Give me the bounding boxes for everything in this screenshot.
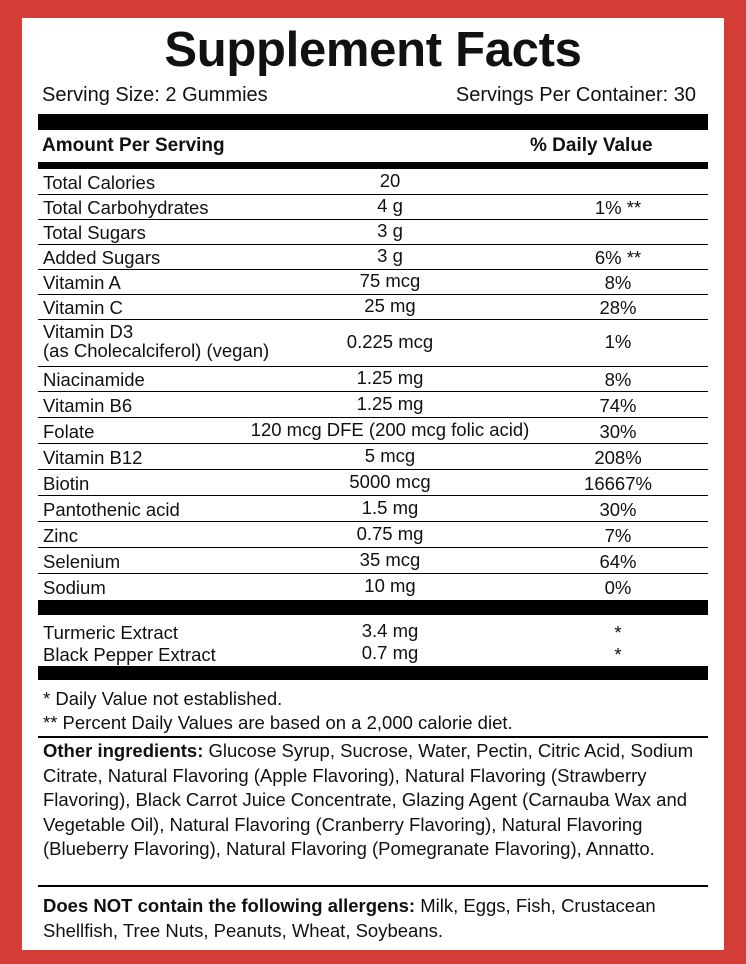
nutrient-name: Total Sugars (43, 222, 146, 243)
nutrient-amount: 5000 mcg (349, 471, 431, 492)
nutrient-name: Total Carbohydrates (43, 197, 209, 218)
serving-info (42, 84, 696, 107)
servings-per-container: Servings Per Container: 30 (455, 84, 696, 106)
nutrient-amount: 1.25 mg (356, 367, 424, 388)
nutrient-name: Sodium (43, 577, 106, 598)
label-title: Supplement Facts (164, 23, 582, 77)
nutrient-amount: 10 mg (364, 575, 416, 596)
nutrient-amount: 0.75 mg (356, 523, 424, 544)
thick-divider-bottom (38, 666, 708, 680)
supplement-facts-panel (22, 18, 724, 950)
nutrient-row (38, 219, 708, 244)
nutrient-row (38, 547, 708, 573)
nutrient-row (38, 443, 708, 469)
nutrient-name: Zinc (43, 525, 78, 546)
nutrient-daily-value: 0% (604, 577, 632, 598)
nutrient-daily-value: 1% (604, 331, 632, 352)
nutrient-row (38, 521, 708, 547)
nutrient-amount: 3 g (377, 220, 403, 241)
nutrient-row (38, 495, 708, 521)
footnote-dv-not-established: * Daily Value not established. (43, 688, 283, 709)
daily-value-header: % Daily Value (530, 135, 653, 156)
extract-row (38, 622, 708, 644)
nutrient-row (38, 573, 708, 599)
thick-divider-top (38, 114, 708, 130)
nutrient-daily-value: 74% (599, 395, 637, 416)
extract-name: Black Pepper Extract (43, 644, 216, 665)
nutrient-daily-value: 8% (604, 369, 632, 390)
nutrient-name: Folate (43, 421, 95, 442)
nutrient-row (38, 269, 708, 294)
nutrient-amount: 25 mg (364, 295, 416, 316)
footnote-divider (38, 736, 708, 738)
allergen-text: Milk, Eggs, Fish, Crustacean Shellfish, Tree Nuts, Peanuts, Wheat, Soybeans. (43, 895, 656, 941)
other-ingredients-label: Other ingredients: (43, 740, 204, 761)
nutrient-daily-value: 6% ** (594, 247, 642, 268)
nutrient-name: Vitamin A (43, 272, 121, 293)
nutrient-daily-value: 64% (599, 551, 637, 572)
nutrient-amount: 20 (379, 170, 401, 191)
extract-amount: 3.4 mg (361, 620, 419, 641)
nutrient-name-line1: Vitamin D3 (43, 321, 134, 342)
nutrient-row (38, 244, 708, 269)
thick-divider-middle (38, 600, 708, 615)
other-ingredients-text: Glucose Syrup, Sucrose, Water, Pectin, Citric Acid, Sodium Citrate, Natural Flavoring (Apple Flavoring), Natural Flavoring (Strawberry Flavoring), Black Carrot Juice Concentrate, Glazing Agent (Carnauba Wax and Vegetable Oil), Natural Flavoring (Cranberry Flavoring), Natural Flavoring (Blueberry Flavoring), Natural Flavoring (Pomegranate Flavoring), Annatto. (43, 740, 694, 859)
extract-name: Turmeric Extract (43, 622, 178, 643)
nutrient-amount: 1.25 mg (356, 393, 424, 414)
nutrient-row (38, 169, 708, 194)
extract-daily-value: * (614, 644, 622, 665)
nutrient-daily-value: 7% (604, 525, 632, 546)
nutrient-amount: 1.5 mg (361, 497, 419, 518)
nutrient-daily-value: 8% (604, 272, 632, 293)
nutrient-name-line2: (as Cholecalciferol) (vegan) (43, 340, 270, 361)
allergen-divider (38, 885, 708, 887)
other-ingredients (43, 739, 715, 862)
nutrient-amount: 75 mcg (359, 270, 421, 291)
nutrient-amount: 5 mcg (364, 445, 416, 466)
nutrient-name: Niacinamide (43, 369, 145, 390)
nutrient-name: Vitamin B6 (43, 395, 133, 416)
nutrient-row (38, 366, 708, 391)
allergen-statement (43, 894, 715, 943)
nutrient-row (38, 417, 708, 443)
nutrient-name: Vitamin C (43, 297, 123, 318)
nutrient-amount: 35 mcg (359, 549, 421, 570)
nutrient-daily-value: 30% (599, 421, 637, 442)
nutrient-daily-value: 28% (599, 297, 637, 318)
nutrient-row (38, 469, 708, 495)
serving-size: Serving Size: 2 Gummies (42, 84, 268, 106)
nutrient-row (38, 391, 708, 417)
header-divider (38, 162, 708, 169)
nutrient-name: Added Sugars (43, 247, 161, 268)
nutrient-daily-value: 208% (594, 447, 642, 468)
nutrient-daily-value: 30% (599, 499, 637, 520)
extract-row (38, 644, 708, 666)
nutrient-daily-value: 1% ** (594, 197, 642, 218)
amount-per-serving-header: Amount Per Serving (42, 135, 225, 156)
nutrient-name: Pantothenic acid (43, 499, 180, 520)
nutrient-amount: 120 mcg DFE (200 mcg folic acid) (250, 419, 530, 440)
nutrient-row (38, 294, 708, 319)
nutrient-amount: 0.225 mcg (346, 331, 434, 352)
nutrient-name: Selenium (43, 551, 121, 572)
nutrient-name: Vitamin B12 (43, 447, 143, 468)
allergen-label: Does NOT contain the following allergens: (43, 895, 416, 916)
nutrient-amount: 4 g (377, 195, 403, 216)
extract-daily-value: * (614, 622, 622, 643)
nutrient-daily-value: 16667% (584, 473, 652, 494)
nutrient-row (38, 194, 708, 219)
nutrient-row (38, 319, 708, 366)
nutrient-amount: 3 g (377, 245, 403, 266)
extract-amount: 0.7 mg (361, 642, 419, 663)
nutrient-name: Biotin (43, 473, 90, 494)
nutrient-name: Total Calories (43, 172, 156, 193)
footnote-calorie-diet: ** Percent Daily Values are based on a 2,000 calorie diet. (43, 712, 513, 733)
